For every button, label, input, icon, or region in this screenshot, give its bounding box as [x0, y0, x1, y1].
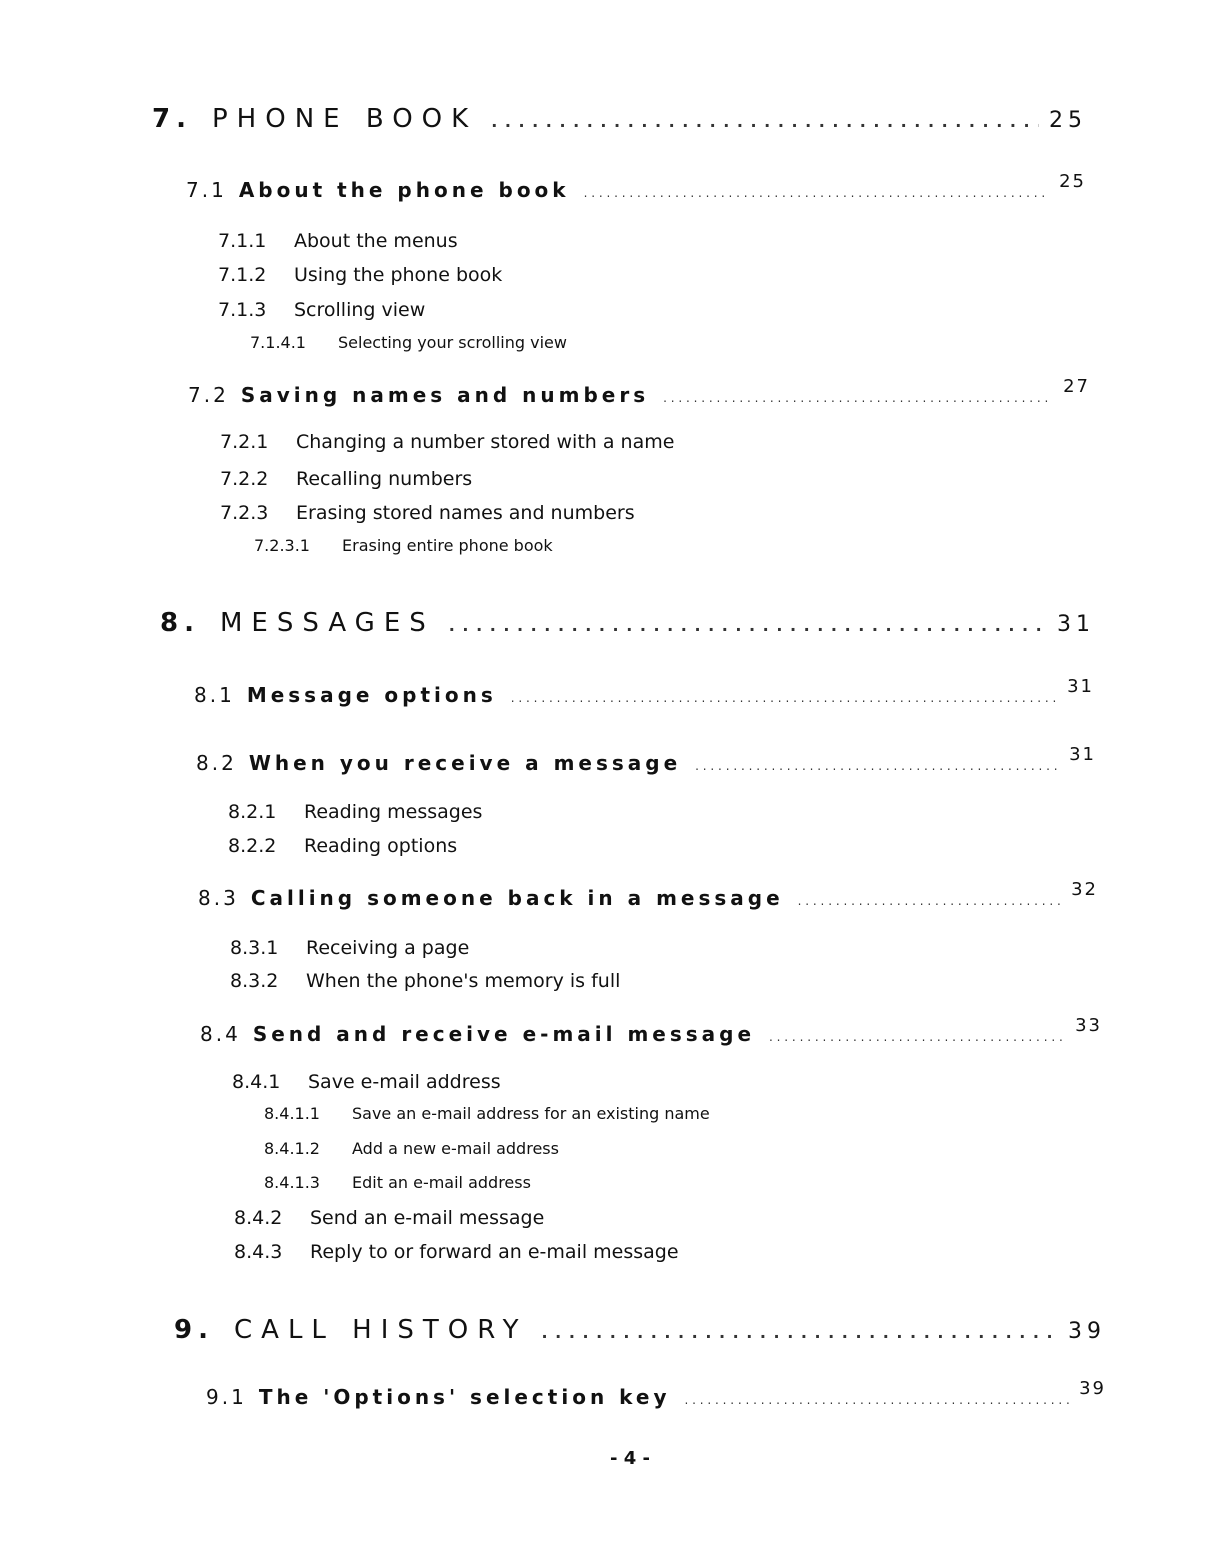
- toc-subsubsection[interactable]: [264, 1139, 559, 1158]
- toc-subsection-title: When the phone's memory is full: [306, 970, 621, 992]
- toc-chapter-phone-book[interactable]: [152, 104, 1087, 134]
- toc-section-title: About the phone book: [238, 178, 570, 202]
- dot-leader: [542, 1323, 1058, 1342]
- toc-subsection-number: 7.1.3: [218, 299, 267, 321]
- dot-leader: [685, 1393, 1070, 1407]
- toc-subsection-title: Scrolling view: [294, 299, 426, 321]
- toc-subsection[interactable]: [220, 431, 674, 453]
- toc-subsection-title: Reading messages: [304, 801, 483, 823]
- toc-subsubsection-number: 7.1.4.1: [250, 333, 306, 352]
- toc-subsection[interactable]: [220, 502, 635, 524]
- toc-subsubsection[interactable]: [264, 1173, 531, 1192]
- toc-page-number: 31: [1057, 612, 1095, 637]
- toc-subsubsection[interactable]: [250, 333, 567, 352]
- toc-subsection-number: 8.3.2: [230, 970, 279, 992]
- toc-page-number: 31: [1069, 744, 1096, 765]
- toc-chapter-number: 8.: [160, 608, 200, 638]
- toc-chapter-messages[interactable]: [160, 608, 1095, 638]
- toc-section-title: Calling someone back in a message: [250, 886, 784, 910]
- toc-page-number: 39: [1079, 1378, 1106, 1399]
- toc-section-receive-message[interactable]: [196, 744, 1096, 775]
- toc-subsubsection-number: 8.4.1.2: [264, 1139, 320, 1158]
- toc-section-number: 9.1: [206, 1385, 247, 1409]
- toc-chapter-title: CALL HISTORY: [234, 1315, 528, 1345]
- toc-section-title: When you receive a message: [248, 751, 682, 775]
- toc-page-number: 31: [1067, 676, 1094, 697]
- dot-leader: [491, 112, 1039, 131]
- toc-subsection-number: 7.2.3: [220, 502, 269, 524]
- toc-subsection[interactable]: [228, 801, 482, 823]
- toc-subsection-title: Recalling numbers: [296, 468, 473, 490]
- toc-page-number: 39: [1068, 1319, 1106, 1344]
- toc-section-title: The 'Options' selection key: [258, 1385, 671, 1409]
- dot-leader: [449, 616, 1047, 635]
- toc-chapter-title: PHONE BOOK: [212, 104, 478, 134]
- toc-subsection[interactable]: [220, 468, 472, 490]
- toc-section-number: 7.2: [188, 383, 229, 407]
- toc-subsection-title: Receiving a page: [306, 937, 470, 959]
- toc-subsection-title: Reading options: [304, 835, 458, 857]
- toc-subsubsection-title: Erasing entire phone book: [342, 536, 553, 555]
- toc-subsection-title: About the menus: [294, 230, 458, 252]
- toc-subsection-number: 7.2.1: [220, 431, 269, 453]
- toc-section-calling-back[interactable]: [198, 879, 1098, 910]
- toc-section-number: 8.3: [198, 886, 239, 910]
- toc-subsection[interactable]: [230, 937, 469, 959]
- toc-section-number: 7.1: [186, 178, 227, 202]
- toc-subsection-number: 8.4.1: [232, 1071, 281, 1093]
- dot-leader: [663, 391, 1053, 405]
- toc-subsection[interactable]: [230, 970, 620, 992]
- dot-leader: [584, 186, 1050, 200]
- toc-subsection[interactable]: [228, 835, 457, 857]
- toc-subsubsection-title: Save an e-mail address for an existing name: [352, 1104, 710, 1123]
- page-number-footer: - 4 -: [610, 1448, 650, 1469]
- dot-leader: [798, 894, 1061, 908]
- dot-leader: [769, 1030, 1065, 1044]
- toc-subsection-number: 7.2.2: [220, 468, 269, 490]
- toc-page-number: 33: [1075, 1015, 1102, 1036]
- toc-subsection[interactable]: [218, 264, 502, 286]
- toc-subsubsection-number: 8.4.1.1: [264, 1104, 320, 1123]
- toc-section-number: 8.1: [194, 683, 235, 707]
- toc-subsection-title: Erasing stored names and numbers: [296, 502, 635, 524]
- toc-subsection-number: 7.1.2: [218, 264, 267, 286]
- toc-subsubsection-number: 8.4.1.3: [264, 1173, 320, 1192]
- toc-subsection-number: 8.2.2: [228, 835, 277, 857]
- toc-subsection-title: Send an e-mail message: [310, 1207, 545, 1229]
- toc-section-number: 8.4: [200, 1022, 241, 1046]
- toc-chapter-title: MESSAGES: [220, 608, 435, 638]
- toc-subsection[interactable]: [218, 230, 458, 252]
- dot-leader: [511, 691, 1057, 705]
- toc-subsection-number: 8.2.1: [228, 801, 277, 823]
- toc-subsubsection-title: Edit an e-mail address: [352, 1173, 531, 1192]
- toc-subsection-number: 7.1.1: [218, 230, 267, 252]
- toc-subsection[interactable]: [232, 1071, 501, 1093]
- toc-section-email[interactable]: [200, 1015, 1102, 1046]
- toc-section-number: 8.2: [196, 751, 237, 775]
- dot-leader: [695, 759, 1059, 773]
- toc-section-title: Message options: [246, 683, 497, 707]
- toc-section-options-key[interactable]: [206, 1378, 1106, 1409]
- toc-subsection-title: Save e-mail address: [308, 1071, 501, 1093]
- toc-section-title: Send and receive e-mail message: [252, 1022, 756, 1046]
- toc-section-title: Saving names and numbers: [240, 383, 650, 407]
- toc-page-number: 27: [1063, 376, 1090, 397]
- toc-subsubsection-title: Selecting your scrolling view: [338, 333, 567, 352]
- toc-subsubsection[interactable]: [254, 536, 553, 555]
- toc-page-number: 32: [1071, 879, 1098, 900]
- toc-subsection-number: 8.3.1: [230, 937, 279, 959]
- toc-subsection-number: 8.4.2: [234, 1207, 283, 1229]
- toc-page-number: 25: [1059, 171, 1086, 192]
- toc-subsection[interactable]: [218, 299, 425, 321]
- toc-subsection-title: Reply to or forward an e-mail message: [310, 1241, 679, 1263]
- toc-subsubsection-title: Add a new e-mail address: [352, 1139, 559, 1158]
- toc-subsection[interactable]: [234, 1207, 544, 1229]
- toc-subsubsection[interactable]: [264, 1104, 710, 1123]
- toc-subsubsection-number: 7.2.3.1: [254, 536, 310, 555]
- toc-page-number: 25: [1049, 108, 1087, 133]
- toc-subsection[interactable]: [234, 1241, 679, 1263]
- toc-subsection-number: 8.4.3: [234, 1241, 283, 1263]
- toc-chapter-number: 9.: [174, 1315, 214, 1345]
- toc-section-saving-names[interactable]: [188, 376, 1090, 407]
- toc-section-message-options[interactable]: [194, 676, 1094, 707]
- toc-subsection-title: Changing a number stored with a name: [296, 431, 675, 453]
- toc-subsection-title: Using the phone book: [294, 264, 503, 286]
- toc-chapter-call-history[interactable]: [174, 1315, 1106, 1345]
- toc-section-about-phone-book[interactable]: [186, 171, 1086, 202]
- toc-chapter-number: 7.: [152, 104, 192, 134]
